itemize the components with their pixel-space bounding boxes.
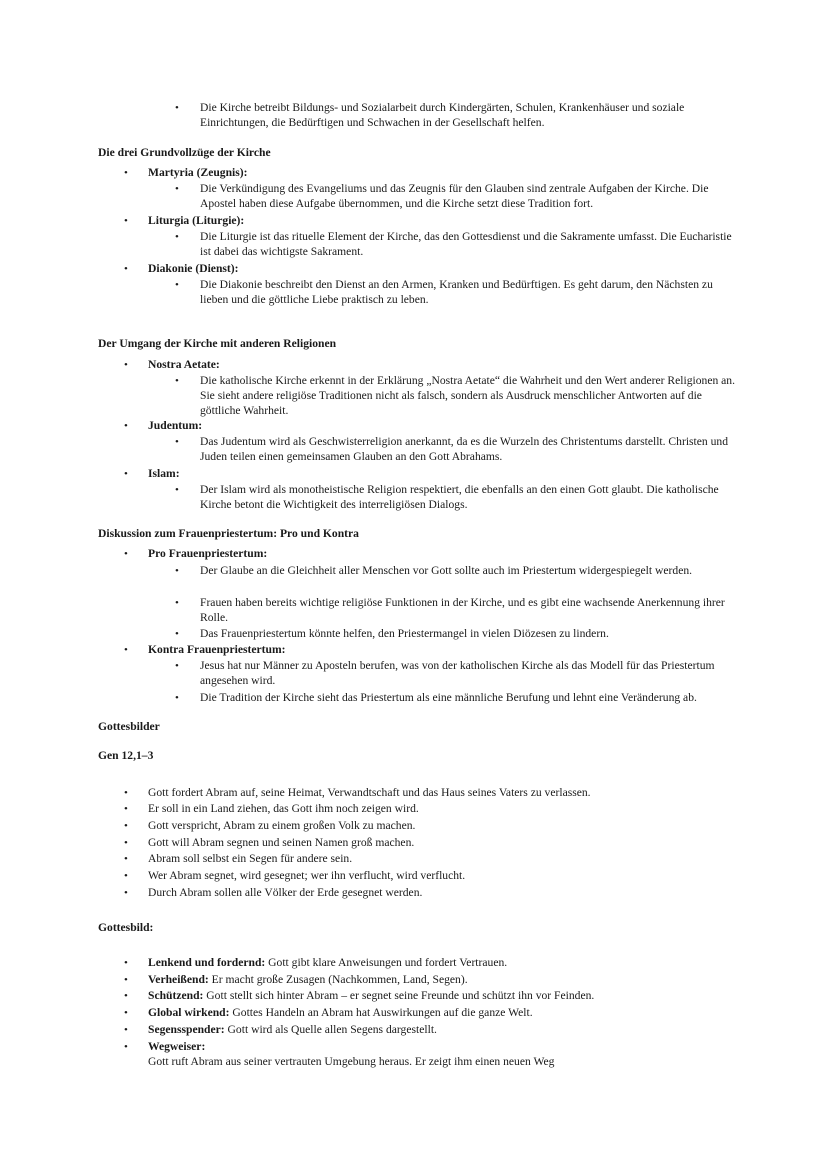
subheading-gen: Gen 12,1–3	[98, 749, 154, 762]
item-title: Nostra Aetate:	[148, 358, 220, 371]
item-title: Diakonie (Dienst):	[148, 262, 239, 275]
bullet: •	[175, 660, 179, 672]
term: Wegweiser:	[148, 1040, 206, 1053]
bullet: •	[124, 820, 128, 832]
item-text: Das Judentum wird als Geschwisterreligion anerkannt, da es die Wurzeln des Christentums darstellt. Christen und Juden teilen einen gemeinsamen Glauben an den Gott Abrahams.	[200, 435, 729, 464]
list-item	[148, 1005, 748, 1020]
kontra-item: Die Tradition der Kirche sieht das Priestertum als eine männliche Berufung und lehnt eine Veränderung ab.	[200, 691, 697, 704]
bullet: •	[124, 1041, 128, 1053]
bullet: •	[124, 887, 128, 899]
bullet: •	[124, 468, 128, 480]
bullet: •	[124, 974, 128, 986]
bullet: •	[124, 853, 128, 865]
bullet: •	[175, 279, 179, 291]
list-item: Gott fordert Abram auf, seine Heimat, Verwandtschaft und das Haus seines Vaters zu verlassen.	[148, 786, 591, 799]
term-text: Gott gibt klare Anweisungen und fordert Vertrauen.	[265, 956, 508, 969]
item-title: Judentum:	[148, 419, 203, 432]
pro-item: Der Glaube an die Gleichheit aller Menschen vor Gott sollte auch im Priestertum widergespiegelt werden.	[200, 564, 693, 577]
bullet: •	[175, 183, 179, 195]
bullet: •	[124, 359, 128, 371]
list-item	[148, 955, 748, 970]
list-item	[148, 972, 748, 987]
list-item: Abram soll selbst ein Segen für andere sein.	[148, 852, 353, 865]
term-text: Gott stellt sich hinter Abram – er segnet seine Freunde und schützt ihn vor Feinden.	[203, 989, 595, 1002]
section-heading-gottesbilder: Gottesbilder	[98, 720, 160, 733]
bullet: •	[124, 420, 128, 432]
term: Segensspender:	[148, 1023, 225, 1036]
term: Verheißend:	[148, 973, 209, 986]
bullet: •	[124, 837, 128, 849]
term: Schützend:	[148, 989, 204, 1002]
item-text: Der Islam wird als monotheistische Religion respektiert, die ebenfalls an den einen Gott glaubt. Die katholische Kirche betont die Wichtigkeit des interreligiösen Dialogs.	[200, 483, 719, 512]
item-title: Liturgia (Liturgie):	[148, 214, 245, 227]
item-text: Die Diakonie beschreibt den Dienst an den Armen, Kranken und Bedürftigen. Es geht darum, den Nächsten zu lieben und die göttliche Liebe praktisch zu leben.	[200, 278, 713, 307]
bullet: •	[124, 787, 128, 799]
bullet: •	[175, 375, 179, 387]
pro-item: Frauen haben bereits wichtige religiöse Funktionen in der Kirche, und es gibt eine wachsende Anerkennung ihrer Rolle.	[200, 596, 725, 625]
section-heading-grundvollzuege: Die drei Grundvollzüge der Kirche	[98, 146, 271, 159]
bullet: •	[124, 990, 128, 1002]
pro-item: Das Frauenpriestertum könnte helfen, den Priestermangel in vielen Diözesen zu lindern.	[200, 627, 609, 640]
term-text: Gott wird als Quelle allen Segens dargestellt.	[224, 1023, 437, 1036]
bullet: •	[124, 870, 128, 882]
list-item	[148, 988, 748, 1003]
term-text: Er macht große Zusagen (Nachkommen, Land, Segen).	[208, 973, 468, 986]
item-title: Islam:	[148, 467, 180, 480]
list-item: Durch Abram sollen alle Völker der Erde gesegnet werden.	[148, 886, 423, 899]
bullet: •	[124, 263, 128, 275]
bullet: •	[124, 644, 128, 656]
bullet: •	[175, 565, 179, 577]
bullet: •	[175, 231, 179, 243]
bullet: •	[175, 628, 179, 640]
bullet: •	[124, 803, 128, 815]
bullet: •	[175, 436, 179, 448]
bullet: •	[175, 597, 179, 609]
list-item: Wer Abram segnet, wird gesegnet; wer ihn verflucht, wird verflucht.	[148, 869, 466, 882]
term: Lenkend und fordernd:	[148, 956, 266, 969]
bullet: •	[175, 102, 179, 114]
section-heading-gottesbild: Gottesbild:	[98, 921, 154, 934]
item-text: Die Verkündigung des Evangeliums und das Zeugnis für den Glauben sind zentrale Aufgaben der Kirche. Die Apostel haben diese Aufgabe übernommen, und die Kirche setzt diese Tradition fort.	[200, 182, 709, 211]
section-heading-religionen: Der Umgang der Kirche mit anderen Religionen	[98, 337, 337, 350]
bullet: •	[124, 1024, 128, 1036]
kontra-item: Jesus hat nur Männer zu Aposteln berufen, was von der katholischen Kirche als das Modell für das Priestertum angesehen wird.	[200, 659, 715, 688]
pro-title: Pro Frauenpriestertum:	[148, 547, 268, 560]
item-text: Die Liturgie ist das rituelle Element der Kirche, das den Gottesdienst und die Sakramente umfasst. Die Eucharistie ist dabei das wichtigste Sakrament.	[200, 230, 732, 259]
bullet: •	[124, 215, 128, 227]
section-heading-frauenpriestertum: Diskussion zum Frauenpriestertum: Pro und Kontra	[98, 527, 359, 540]
term: Global wirkend:	[148, 1006, 230, 1019]
bullet: •	[124, 548, 128, 560]
item-text: Die katholische Kirche erkennt in der Erklärung „Nostra Aetate“ die Wahrheit und den Wert anderer Religionen an. Sie sieht andere religiöse Traditionen nicht als falsch, sondern als Ausdruck menschlicher Antworten auf die göttliche Wahrheit.	[200, 374, 736, 418]
list-item: Gott will Abram segnen und seinen Namen groß machen.	[148, 836, 415, 849]
bullet: •	[124, 167, 128, 179]
bullet: •	[175, 484, 179, 496]
list-item	[148, 1022, 748, 1037]
kontra-title: Kontra Frauenpriestertum:	[148, 643, 286, 656]
list-item	[148, 1039, 748, 1069]
term-text: Gott ruft Abram aus seiner vertrauten Umgebung heraus. Er zeigt ihm einen neuen Weg	[148, 1055, 555, 1069]
item-title: Martyria (Zeugnis):	[148, 166, 248, 179]
list-item: Gott verspricht, Abram zu einem großen Volk zu machen.	[148, 819, 416, 832]
bullet: •	[124, 1007, 128, 1019]
bullet: •	[124, 957, 128, 969]
term-text: Gottes Handeln an Abram hat Auswirkungen auf die ganze Welt.	[229, 1006, 533, 1019]
intro-item: Die Kirche betreibt Bildungs- und Sozialarbeit durch Kindergärten, Schulen, Krankenhäuser und soziale Einrichtungen, die Bedürftigen und Schwachen in der Gesellschaft helfen.	[200, 101, 685, 130]
list-item: Er soll in ein Land ziehen, das Gott ihm noch zeigen wird.	[148, 802, 419, 815]
bullet: •	[175, 692, 179, 704]
